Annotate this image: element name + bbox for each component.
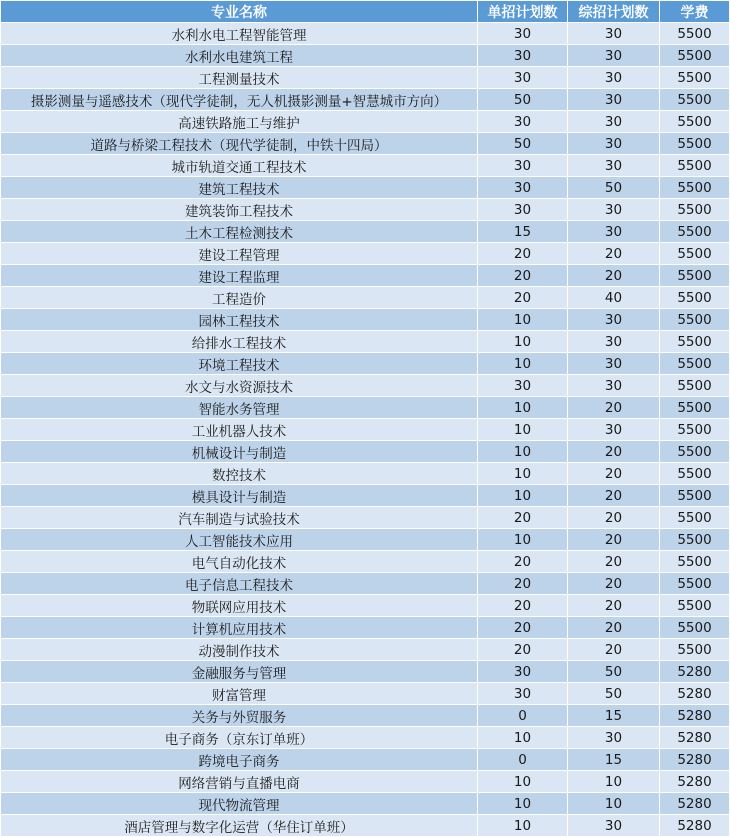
major-name-cell: 水文与水资源技术 bbox=[1, 375, 478, 397]
table-row bbox=[1, 419, 730, 441]
major-name-cell: 建设工程监理 bbox=[1, 265, 478, 287]
table-row bbox=[1, 815, 730, 837]
single-plan-cell: 20 bbox=[478, 639, 568, 661]
tuition-cell: 5280 bbox=[660, 727, 730, 749]
table-row bbox=[1, 353, 730, 375]
single-plan-cell: 30 bbox=[478, 45, 568, 67]
major-name-cell: 工程造价 bbox=[1, 287, 478, 309]
single-plan-cell: 50 bbox=[478, 89, 568, 111]
major-name-cell: 计算机应用技术 bbox=[1, 617, 478, 639]
single-plan-cell: 30 bbox=[478, 155, 568, 177]
comprehensive-plan-cell: 50 bbox=[568, 177, 660, 199]
single-plan-cell: 20 bbox=[478, 573, 568, 595]
single-plan-cell: 0 bbox=[478, 705, 568, 727]
header-major-name: 专业名称 bbox=[1, 1, 478, 23]
comprehensive-plan-cell: 30 bbox=[568, 89, 660, 111]
table-row bbox=[1, 639, 730, 661]
single-plan-cell: 10 bbox=[478, 793, 568, 815]
single-plan-cell: 10 bbox=[478, 727, 568, 749]
major-name-cell: 园林工程技术 bbox=[1, 309, 478, 331]
comprehensive-plan-cell: 30 bbox=[568, 353, 660, 375]
comprehensive-plan-cell: 30 bbox=[568, 331, 660, 353]
major-name-cell: 电子信息工程技术 bbox=[1, 573, 478, 595]
major-name-cell: 酒店管理与数字化运营（华住订单班） bbox=[1, 815, 478, 837]
tuition-cell: 5280 bbox=[660, 661, 730, 683]
table-row bbox=[1, 111, 730, 133]
single-plan-cell: 30 bbox=[478, 177, 568, 199]
tuition-cell: 5500 bbox=[660, 111, 730, 133]
single-plan-cell: 20 bbox=[478, 243, 568, 265]
major-name-cell: 工程测量技术 bbox=[1, 67, 478, 89]
single-plan-cell: 10 bbox=[478, 529, 568, 551]
table-row bbox=[1, 265, 730, 287]
tuition-cell: 5500 bbox=[660, 221, 730, 243]
comprehensive-plan-cell: 30 bbox=[568, 419, 660, 441]
tuition-cell: 5500 bbox=[660, 89, 730, 111]
major-name-cell: 跨境电子商务 bbox=[1, 749, 478, 771]
major-name-cell: 摄影测量与遥感技术（现代学徒制，无人机摄影测量+智慧城市方向） bbox=[1, 89, 478, 111]
single-plan-cell: 0 bbox=[478, 749, 568, 771]
single-plan-cell: 20 bbox=[478, 595, 568, 617]
comprehensive-plan-cell: 20 bbox=[568, 485, 660, 507]
major-name-cell: 高速铁路施工与维护 bbox=[1, 111, 478, 133]
tuition-cell: 5500 bbox=[660, 551, 730, 573]
major-name-cell: 动漫制作技术 bbox=[1, 639, 478, 661]
comprehensive-plan-cell: 20 bbox=[568, 551, 660, 573]
table-header bbox=[1, 1, 730, 23]
table-row bbox=[1, 89, 730, 111]
comprehensive-plan-cell: 15 bbox=[568, 705, 660, 727]
single-plan-cell: 10 bbox=[478, 771, 568, 793]
tuition-cell: 5280 bbox=[660, 749, 730, 771]
major-name-cell: 数控技术 bbox=[1, 463, 478, 485]
table-row bbox=[1, 507, 730, 529]
comprehensive-plan-cell: 30 bbox=[568, 155, 660, 177]
single-plan-cell: 30 bbox=[478, 661, 568, 683]
single-plan-cell: 20 bbox=[478, 507, 568, 529]
major-name-cell: 电气自动化技术 bbox=[1, 551, 478, 573]
major-name-cell: 工业机器人技术 bbox=[1, 419, 478, 441]
single-plan-cell: 20 bbox=[478, 551, 568, 573]
table-row bbox=[1, 67, 730, 89]
major-name-cell: 建设工程管理 bbox=[1, 243, 478, 265]
table-row bbox=[1, 133, 730, 155]
major-name-cell: 关务与外贸服务 bbox=[1, 705, 478, 727]
tuition-cell: 5500 bbox=[660, 199, 730, 221]
tuition-cell: 5500 bbox=[660, 353, 730, 375]
major-name-cell: 财富管理 bbox=[1, 683, 478, 705]
single-plan-cell: 30 bbox=[478, 375, 568, 397]
tuition-cell: 5500 bbox=[660, 67, 730, 89]
comprehensive-plan-cell: 20 bbox=[568, 617, 660, 639]
table-row bbox=[1, 793, 730, 815]
header-tuition: 学费 bbox=[660, 1, 730, 23]
tuition-cell: 5500 bbox=[660, 485, 730, 507]
tuition-cell: 5500 bbox=[660, 507, 730, 529]
table-row bbox=[1, 661, 730, 683]
single-plan-cell: 10 bbox=[478, 353, 568, 375]
single-plan-cell: 20 bbox=[478, 265, 568, 287]
comprehensive-plan-cell: 30 bbox=[568, 111, 660, 133]
tuition-cell: 5500 bbox=[660, 287, 730, 309]
comprehensive-plan-cell: 50 bbox=[568, 661, 660, 683]
tuition-cell: 5280 bbox=[660, 771, 730, 793]
single-plan-cell: 30 bbox=[478, 111, 568, 133]
table-row bbox=[1, 45, 730, 67]
comprehensive-plan-cell: 20 bbox=[568, 507, 660, 529]
table-row bbox=[1, 375, 730, 397]
single-plan-cell: 10 bbox=[478, 815, 568, 837]
table-row bbox=[1, 727, 730, 749]
comprehensive-plan-cell: 10 bbox=[568, 793, 660, 815]
table-row bbox=[1, 749, 730, 771]
tuition-cell: 5500 bbox=[660, 45, 730, 67]
table-row bbox=[1, 397, 730, 419]
major-name-cell: 网络营销与直播电商 bbox=[1, 771, 478, 793]
tuition-cell: 5500 bbox=[660, 595, 730, 617]
major-name-cell: 水利水电建筑工程 bbox=[1, 45, 478, 67]
tuition-cell: 5500 bbox=[660, 397, 730, 419]
major-name-cell: 水利水电工程智能管理 bbox=[1, 23, 478, 45]
tuition-cell: 5500 bbox=[660, 23, 730, 45]
table-row bbox=[1, 683, 730, 705]
table-row bbox=[1, 177, 730, 199]
table-row bbox=[1, 221, 730, 243]
single-plan-cell: 10 bbox=[478, 419, 568, 441]
major-name-cell: 现代物流管理 bbox=[1, 793, 478, 815]
major-name-cell: 模具设计与制造 bbox=[1, 485, 478, 507]
major-name-cell: 金融服务与管理 bbox=[1, 661, 478, 683]
table-row bbox=[1, 529, 730, 551]
tuition-cell: 5500 bbox=[660, 309, 730, 331]
comprehensive-plan-cell: 10 bbox=[568, 771, 660, 793]
table-row bbox=[1, 287, 730, 309]
tuition-cell: 5500 bbox=[660, 133, 730, 155]
table-row bbox=[1, 155, 730, 177]
single-plan-cell: 10 bbox=[478, 309, 568, 331]
table-row bbox=[1, 551, 730, 573]
comprehensive-plan-cell: 20 bbox=[568, 265, 660, 287]
comprehensive-plan-cell: 20 bbox=[568, 595, 660, 617]
table-body bbox=[1, 23, 730, 837]
comprehensive-plan-cell: 20 bbox=[568, 441, 660, 463]
comprehensive-plan-cell: 15 bbox=[568, 749, 660, 771]
table-row bbox=[1, 485, 730, 507]
single-plan-cell: 30 bbox=[478, 199, 568, 221]
major-name-cell: 建筑工程技术 bbox=[1, 177, 478, 199]
table-row bbox=[1, 199, 730, 221]
single-plan-cell: 10 bbox=[478, 485, 568, 507]
header-row bbox=[1, 1, 730, 23]
major-name-cell: 智能水务管理 bbox=[1, 397, 478, 419]
single-plan-cell: 20 bbox=[478, 287, 568, 309]
tuition-cell: 5280 bbox=[660, 793, 730, 815]
tuition-cell: 5500 bbox=[660, 639, 730, 661]
single-plan-cell: 20 bbox=[478, 617, 568, 639]
major-name-cell: 给排水工程技术 bbox=[1, 331, 478, 353]
table-row bbox=[1, 705, 730, 727]
major-name-cell: 物联网应用技术 bbox=[1, 595, 478, 617]
header-single-plan: 单招计划数 bbox=[478, 1, 568, 23]
tuition-cell: 5500 bbox=[660, 155, 730, 177]
single-plan-cell: 10 bbox=[478, 441, 568, 463]
major-name-cell: 机械设计与制造 bbox=[1, 441, 478, 463]
major-name-cell: 人工智能技术应用 bbox=[1, 529, 478, 551]
tuition-cell: 5500 bbox=[660, 529, 730, 551]
major-name-cell: 城市轨道交通工程技术 bbox=[1, 155, 478, 177]
table-row bbox=[1, 441, 730, 463]
comprehensive-plan-cell: 30 bbox=[568, 199, 660, 221]
tuition-cell: 5500 bbox=[660, 441, 730, 463]
major-name-cell: 环境工程技术 bbox=[1, 353, 478, 375]
tuition-cell: 5500 bbox=[660, 375, 730, 397]
comprehensive-plan-cell: 20 bbox=[568, 639, 660, 661]
table-row bbox=[1, 243, 730, 265]
tuition-cell: 5500 bbox=[660, 617, 730, 639]
single-plan-cell: 10 bbox=[478, 463, 568, 485]
major-name-cell: 汽车制造与试验技术 bbox=[1, 507, 478, 529]
comprehensive-plan-cell: 30 bbox=[568, 375, 660, 397]
tuition-cell: 5280 bbox=[660, 683, 730, 705]
comprehensive-plan-cell: 30 bbox=[568, 727, 660, 749]
comprehensive-plan-cell: 30 bbox=[568, 221, 660, 243]
comprehensive-plan-cell: 20 bbox=[568, 243, 660, 265]
comprehensive-plan-cell: 20 bbox=[568, 463, 660, 485]
major-name-cell: 道路与桥梁工程技术（现代学徒制，中铁十四局） bbox=[1, 133, 478, 155]
table-row bbox=[1, 23, 730, 45]
tuition-cell: 5500 bbox=[660, 331, 730, 353]
tuition-cell: 5500 bbox=[660, 419, 730, 441]
header-comprehensive-plan: 综招计划数 bbox=[568, 1, 660, 23]
comprehensive-plan-cell: 30 bbox=[568, 23, 660, 45]
comprehensive-plan-cell: 20 bbox=[568, 397, 660, 419]
major-name-cell: 土木工程检测技术 bbox=[1, 221, 478, 243]
table-row bbox=[1, 617, 730, 639]
single-plan-cell: 10 bbox=[478, 397, 568, 419]
comprehensive-plan-cell: 30 bbox=[568, 309, 660, 331]
comprehensive-plan-cell: 50 bbox=[568, 683, 660, 705]
tuition-cell: 5500 bbox=[660, 265, 730, 287]
single-plan-cell: 15 bbox=[478, 221, 568, 243]
table-row bbox=[1, 573, 730, 595]
tuition-cell: 5280 bbox=[660, 705, 730, 727]
comprehensive-plan-cell: 40 bbox=[568, 287, 660, 309]
tuition-cell: 5500 bbox=[660, 463, 730, 485]
major-name-cell: 建筑装饰工程技术 bbox=[1, 199, 478, 221]
tuition-cell: 5280 bbox=[660, 815, 730, 837]
comprehensive-plan-cell: 30 bbox=[568, 815, 660, 837]
comprehensive-plan-cell: 20 bbox=[568, 573, 660, 595]
table-row bbox=[1, 463, 730, 485]
table-row bbox=[1, 331, 730, 353]
single-plan-cell: 30 bbox=[478, 23, 568, 45]
single-plan-cell: 50 bbox=[478, 133, 568, 155]
single-plan-cell: 30 bbox=[478, 683, 568, 705]
table-row bbox=[1, 771, 730, 793]
table-row bbox=[1, 595, 730, 617]
tuition-cell: 5500 bbox=[660, 573, 730, 595]
comprehensive-plan-cell: 30 bbox=[568, 133, 660, 155]
comprehensive-plan-cell: 30 bbox=[568, 45, 660, 67]
single-plan-cell: 10 bbox=[478, 331, 568, 353]
major-name-cell: 电子商务（京东订单班） bbox=[1, 727, 478, 749]
table-row bbox=[1, 309, 730, 331]
single-plan-cell: 30 bbox=[478, 67, 568, 89]
comprehensive-plan-cell: 20 bbox=[568, 529, 660, 551]
tuition-cell: 5500 bbox=[660, 177, 730, 199]
tuition-cell: 5500 bbox=[660, 243, 730, 265]
comprehensive-plan-cell: 30 bbox=[568, 67, 660, 89]
